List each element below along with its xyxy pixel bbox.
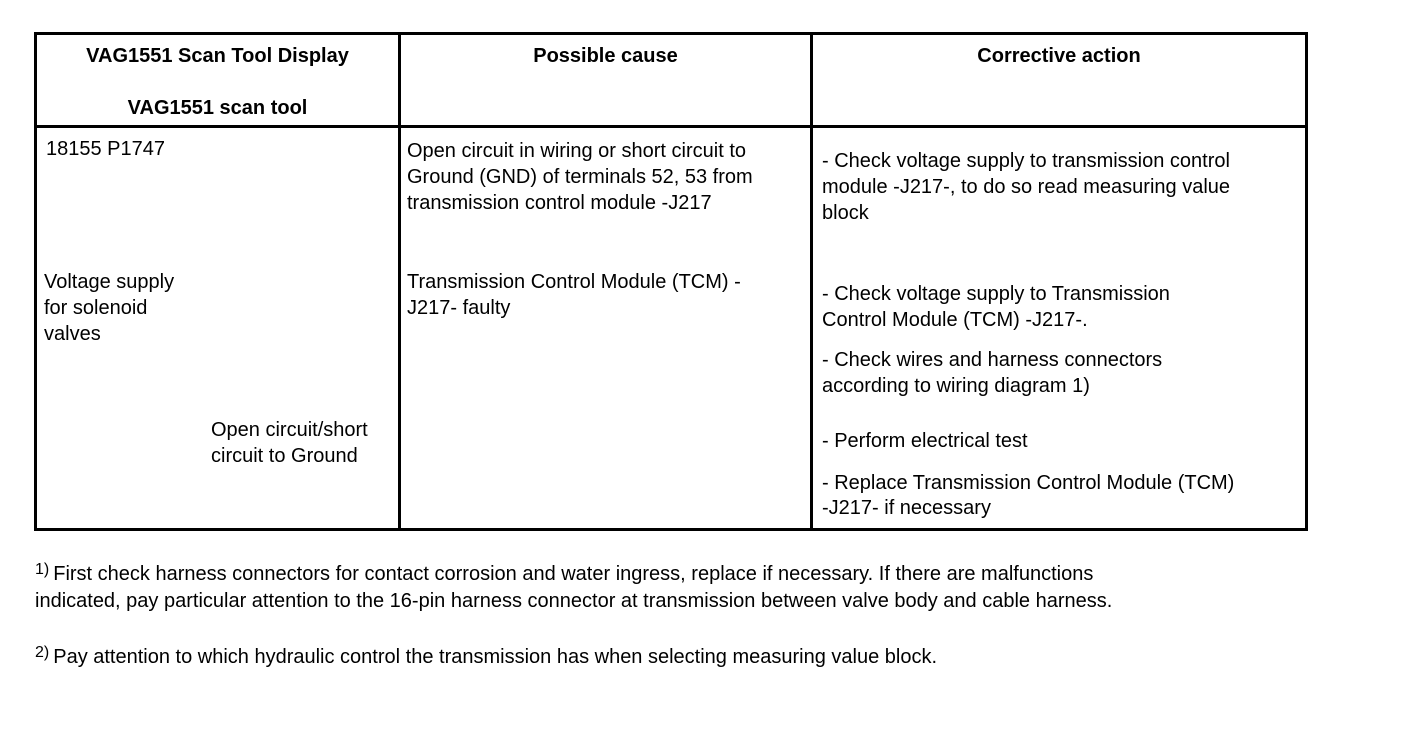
footnote-marker: 2) bbox=[35, 644, 50, 661]
cause-line: Ground (GND) of terminals 52, 53 from bbox=[407, 166, 753, 188]
action-line: module -J217-, to do so read measuring value bbox=[822, 176, 1231, 198]
diagnostic-table bbox=[34, 32, 1308, 531]
cause-line: Open circuit in wiring or short circuit to bbox=[407, 140, 747, 162]
action-line: - Check voltage supply to transmission control bbox=[822, 150, 1230, 172]
header-col2-title: Possible cause bbox=[533, 45, 678, 67]
fault-code: 18155 P1747 bbox=[46, 138, 166, 160]
header-col3-title: Corrective action bbox=[977, 45, 1141, 67]
action-line: - Check wires and harness connectors bbox=[822, 349, 1163, 371]
header-divider bbox=[37, 125, 1305, 128]
header-col1-title: VAG1551 Scan Tool Display bbox=[86, 45, 349, 67]
action-line: Control Module (TCM) -J217-. bbox=[822, 309, 1088, 331]
fault-type-line: circuit to Ground bbox=[211, 445, 358, 467]
footnote-marker: 1) bbox=[35, 561, 50, 578]
action-line: - Replace Transmission Control Module (TCM) bbox=[822, 472, 1235, 494]
action-line: - Check voltage supply to Transmission bbox=[822, 283, 1170, 305]
footnote-text: indicated, pay particular attention to the 16-pin harness connector at transmission between valve body and cable harness. bbox=[35, 590, 1113, 612]
footnote-1-continued bbox=[35, 588, 1112, 614]
fault-description-line: Voltage supply bbox=[44, 271, 175, 293]
cause-line: Transmission Control Module (TCM) - bbox=[407, 271, 741, 293]
cause-line: transmission control module -J217 bbox=[407, 192, 712, 214]
cause-line: J217- faulty bbox=[407, 297, 511, 319]
fault-description-line: for solenoid bbox=[44, 297, 148, 319]
action-line: according to wiring diagram 1) bbox=[822, 375, 1090, 397]
column-divider bbox=[810, 35, 813, 528]
footnote-1 bbox=[35, 561, 1093, 587]
fault-type-line: Open circuit/short bbox=[211, 419, 368, 441]
action-line: -J217- if necessary bbox=[822, 497, 991, 519]
fault-description-line: valves bbox=[44, 323, 101, 345]
action-line: block bbox=[822, 202, 869, 224]
footnote-text: Pay attention to which hydraulic control the transmission has when selecting measuring value block. bbox=[53, 646, 938, 668]
column-divider bbox=[398, 35, 401, 528]
header-col1-subtitle: VAG1551 scan tool bbox=[127, 97, 308, 119]
footnote-2 bbox=[35, 644, 937, 670]
action-line: - Perform electrical test bbox=[822, 430, 1028, 452]
footnote-text: First check harness connectors for contact corrosion and water ingress, replace if necessary. If there are malfunctions bbox=[53, 563, 1094, 585]
